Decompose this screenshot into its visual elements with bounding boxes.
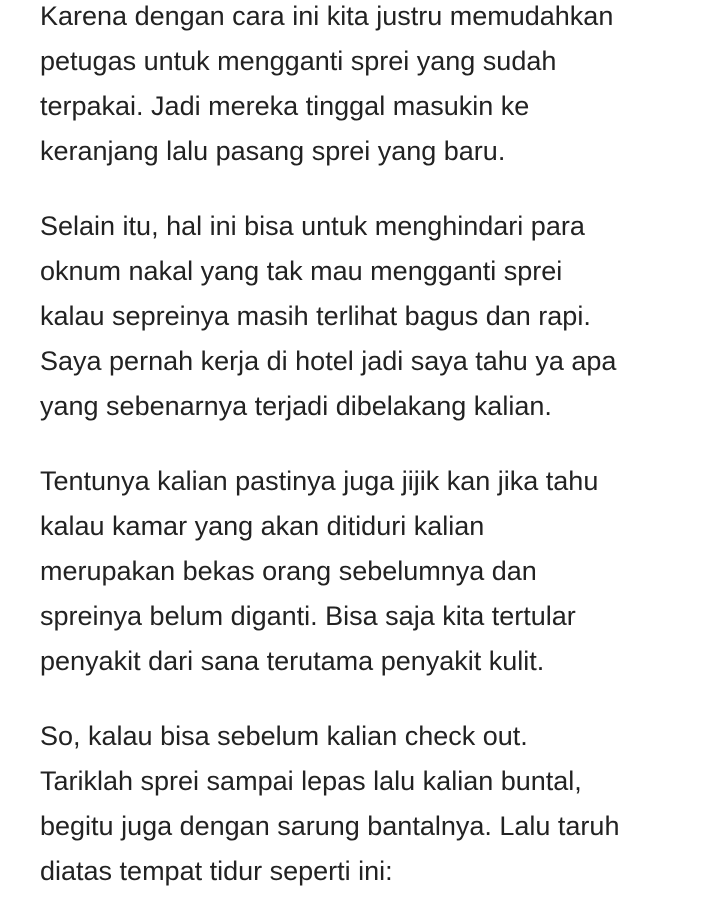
paragraph-line: Karena dengan cara ini kita justru memudahkan [40, 1, 614, 31]
paragraph-line: diatas tempat tidur seperti ini: [40, 856, 393, 886]
paragraph-line: penyakit dari sana terutama penyakit kulit. [40, 646, 545, 676]
paragraph-line: spreinya belum diganti. Bisa saja kita tertular [40, 601, 576, 631]
paragraph-line: Tariklah sprei sampai lepas lalu kalian buntal, [40, 766, 582, 796]
paragraph-4 [40, 714, 700, 894]
paragraph-2 [40, 204, 700, 429]
paragraph-line: yang sebenarnya terjadi dibelakang kalian. [40, 391, 552, 421]
paragraph-line: kalau kamar yang akan ditiduri kalian [40, 511, 485, 541]
paragraph-line: begitu juga dengan sarung bantalnya. Lalu taruh [40, 811, 620, 841]
article-body [40, 0, 700, 924]
paragraph-line: keranjang lalu pasang sprei yang baru. [40, 136, 506, 166]
paragraph-line: terpakai. Jadi mereka tinggal masukin ke [40, 91, 530, 121]
paragraph-line: Saya pernah kerja di hotel jadi saya tahu ya apa [40, 346, 617, 376]
paragraph-line: Tentunya kalian pastinya juga jijik kan jika tahu [40, 466, 599, 496]
paragraph-line: merupakan bekas orang sebelumnya dan [40, 556, 537, 586]
paragraph-3 [40, 459, 700, 684]
paragraph-line: kalau sepreinya masih terlihat bagus dan rapi. [40, 301, 591, 331]
paragraph-1 [40, 0, 700, 174]
paragraph-line: petugas untuk mengganti sprei yang sudah [40, 46, 557, 76]
paragraph-line: oknum nakal yang tak mau mengganti sprei [40, 256, 563, 286]
paragraph-line: So, kalau bisa sebelum kalian check out. [40, 721, 528, 751]
paragraph-line: Selain itu, hal ini bisa untuk menghindari para [40, 211, 585, 241]
